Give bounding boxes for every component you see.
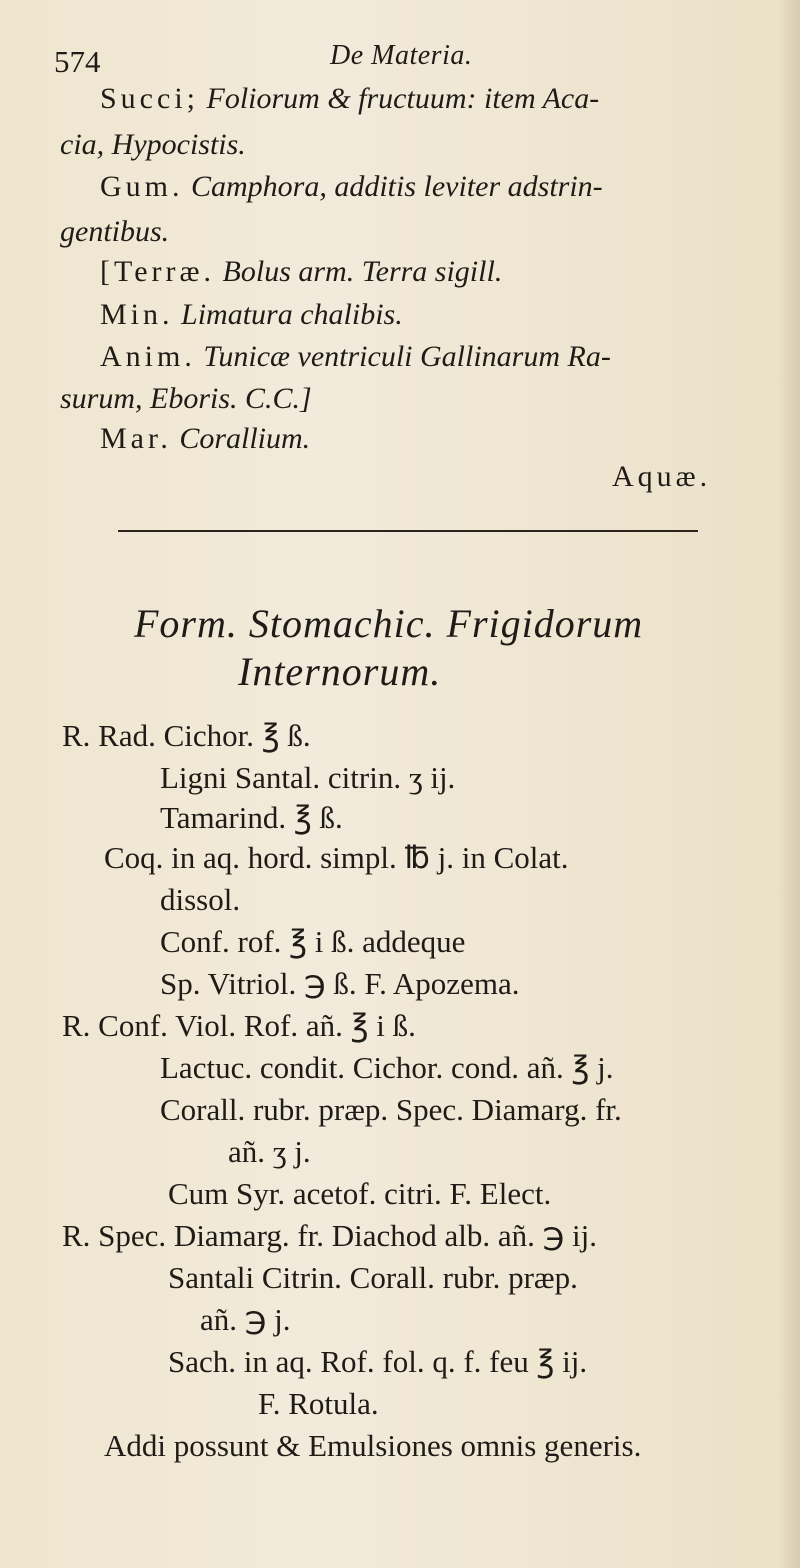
running-title: De Materia. [330, 40, 473, 71]
category-text: Bolus arm. Terra sigill. [222, 255, 503, 288]
category-label: Anim. [100, 340, 196, 373]
text-line [100, 255, 502, 289]
section-divider [118, 530, 698, 532]
text-line [100, 422, 310, 456]
recipe-line: añ. ʒ j. [228, 1134, 311, 1169]
category-label: Succi; [100, 82, 199, 115]
recipe-line: Ligni Santal. citrin. ʒ ij. [160, 760, 456, 795]
recipe-line: R. Rad. Cichor. ℥ ß. [62, 718, 311, 753]
category-label: Mar. [100, 422, 172, 455]
recipe-line: Sp. Vitriol. ℈ ß. F. Apozema. [160, 966, 520, 1001]
category-label: [Terræ. [100, 255, 216, 288]
category-text: Tunicæ ventriculi Gallinarum Ra- [203, 340, 611, 373]
recipe-line: Cum Syr. acetof. citri. F. Elect. [168, 1176, 552, 1211]
recipe-line: Corall. rubr. præp. Spec. Diamarg. fr. [160, 1092, 622, 1127]
recipe-line: F. Rotula. [258, 1386, 379, 1421]
category-text: Limatura chalibis. [181, 298, 403, 331]
section-heading-line2: Internorum. [238, 649, 442, 694]
page-number: 574 [54, 44, 101, 79]
page-header [54, 38, 754, 78]
category-text: Foliorum & fructuum: item Aca- [206, 82, 600, 115]
text-line [100, 82, 599, 116]
text-line [100, 340, 611, 374]
recipe-line: Addi possunt & Emulsiones omnis generis. [104, 1428, 642, 1463]
section-heading-line1: Form. Stomachic. Frigidorum [134, 601, 644, 646]
page-edge-shadow [778, 0, 800, 1568]
recipe-line: Lactuc. condit. Cichor. cond. añ. ℥ j. [160, 1050, 614, 1085]
recipe-line: R. Spec. Diamarg. fr. Diachod alb. añ. ℈ ij. [62, 1218, 598, 1253]
catchword: Aquæ. [612, 460, 712, 493]
recipe-line: Sach. in aq. Rof. fol. q. f. feu ℥ ij. [168, 1344, 588, 1379]
recipe-line: Santali Citrin. Corall. rubr. præp. [168, 1260, 578, 1295]
recipe-line: Conf. rof. ℥ i ß. addeque [160, 924, 466, 959]
text-line [100, 298, 403, 332]
text-line: gentibus. [60, 215, 170, 248]
category-label: Min. [100, 298, 174, 331]
category-text: Camphora, additis leviter adstrin- [191, 170, 603, 203]
text-line: cia, Hypocistis. [60, 128, 246, 161]
recipe-line: dissol. [160, 882, 241, 917]
recipe-line: añ. ℈ j. [200, 1302, 291, 1337]
recipe-line: Coq. in aq. hord. simpl. ℔ j. in Colat. [104, 840, 569, 875]
recipe-line: R. Conf. Viol. Rof. añ. ℥ i ß. [62, 1008, 416, 1043]
category-label: Gum. [100, 170, 184, 203]
recipe-line: Tamarind. ℥ ß. [160, 800, 343, 835]
text-line: surum, Eboris. C.C.] [60, 382, 312, 415]
category-text: Corallium. [179, 422, 311, 455]
text-line [100, 170, 603, 204]
